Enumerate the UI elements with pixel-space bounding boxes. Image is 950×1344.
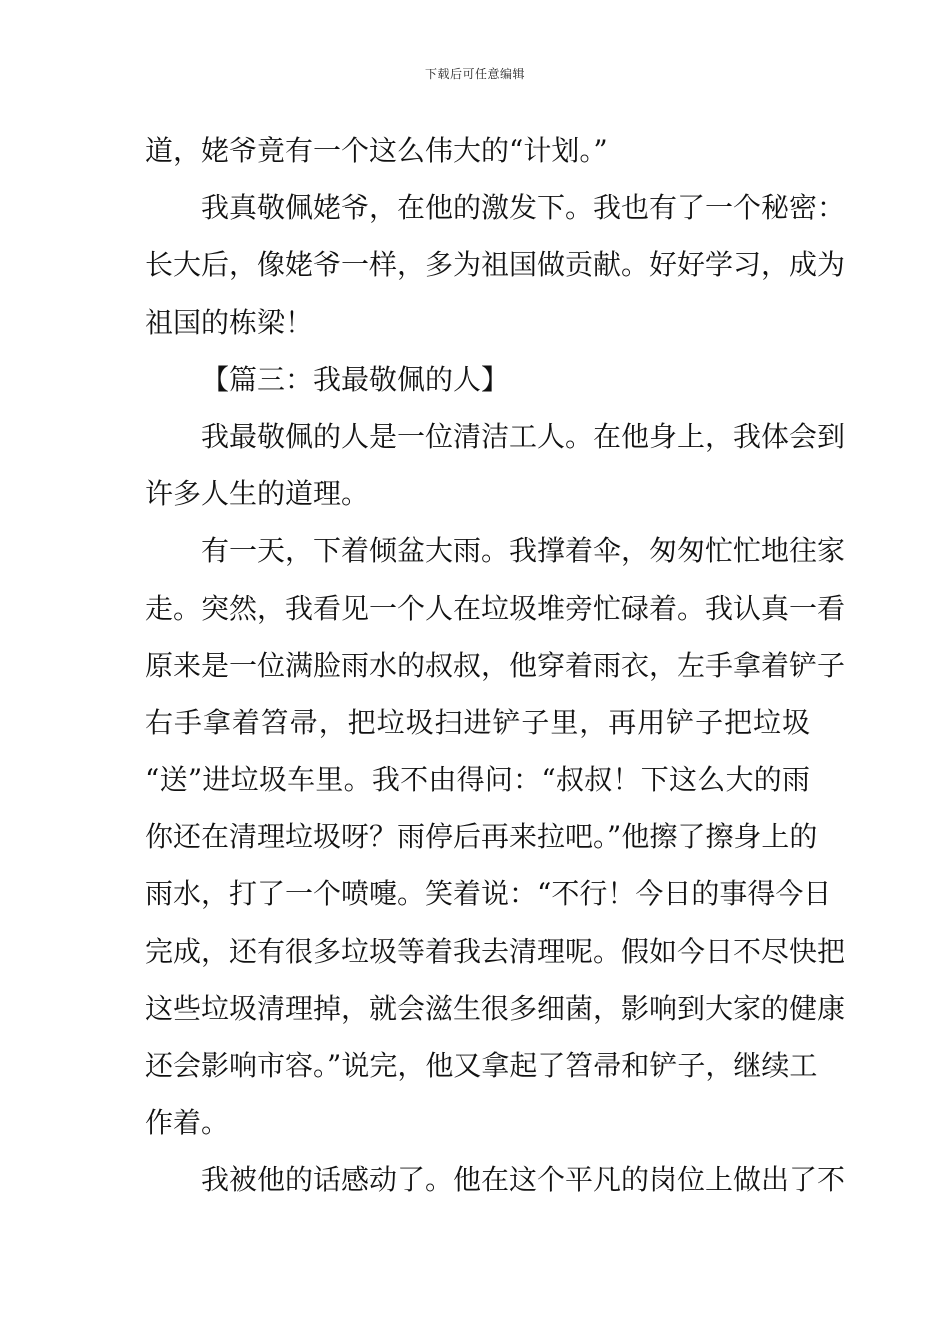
page-header-note: 下载后可任意编辑 xyxy=(424,67,525,81)
paragraph-line: 有一天，下着倾盆大雨。我撑着伞，匆匆忙忙地往家 xyxy=(201,534,846,568)
paragraph-line: 我最敬佩的人是一位清洁工人。在他身上，我体会到 xyxy=(201,419,846,453)
paragraph-line: 还会影响市容。”说完，他又拿起了笤帚和铲子，继续工 xyxy=(145,1049,818,1082)
paragraph-line: 祖国的栋梁！ xyxy=(145,305,314,339)
paragraph-line: 我真敬佩姥爷，在他的激发下。我也有了一个秘密： xyxy=(201,191,846,225)
paragraph-line: 我被他的话感动了。他在这个平凡的岗位上做出了不 xyxy=(201,1163,846,1197)
paragraph-line: 道，姥爷竟有一个这么伟大的“计划。” xyxy=(145,134,608,167)
paragraph-line: 雨水，打了一个喷嚏。笑着说：“不行！今日的事得今日 xyxy=(145,877,832,911)
paragraph-line: 这些垃圾清理掉，就会滋生很多细菌，影响到大家的健康 xyxy=(145,991,846,1025)
paragraph-line: 走。突然，我看见一个人在垃圾堆旁忙碌着。我认真一看 xyxy=(145,591,846,625)
paragraph-line: 右手拿着笤帚，把垃圾扫进铲子里，再用铲子把垃圾 xyxy=(145,705,810,739)
paragraph-line: 原来是一位满脸雨水的叔叔，他穿着雨衣，左手拿着铲子 xyxy=(145,648,846,682)
paragraph-line: “送”进垃圾车里。我不由得问：“叔叔！下这么大的雨 xyxy=(145,763,810,797)
paragraph-line: 许多人生的道理。 xyxy=(145,477,370,511)
paragraph-line: 长大后，像姥爷一样，多为祖国做贡献。好好学习，成为 xyxy=(145,248,846,282)
section-heading: 【篇三：我最敬佩的人】 xyxy=(201,362,510,396)
paragraph-line: 完成，还有很多垃圾等着我去清理呢。假如今日不尽快把 xyxy=(145,934,846,968)
document-body xyxy=(145,122,846,1209)
paragraph-line: 你还在清理垃圾呀？雨停后再来拉吧。”他擦了擦身上的 xyxy=(145,820,818,854)
paragraph-line: 作着。 xyxy=(145,1106,230,1140)
